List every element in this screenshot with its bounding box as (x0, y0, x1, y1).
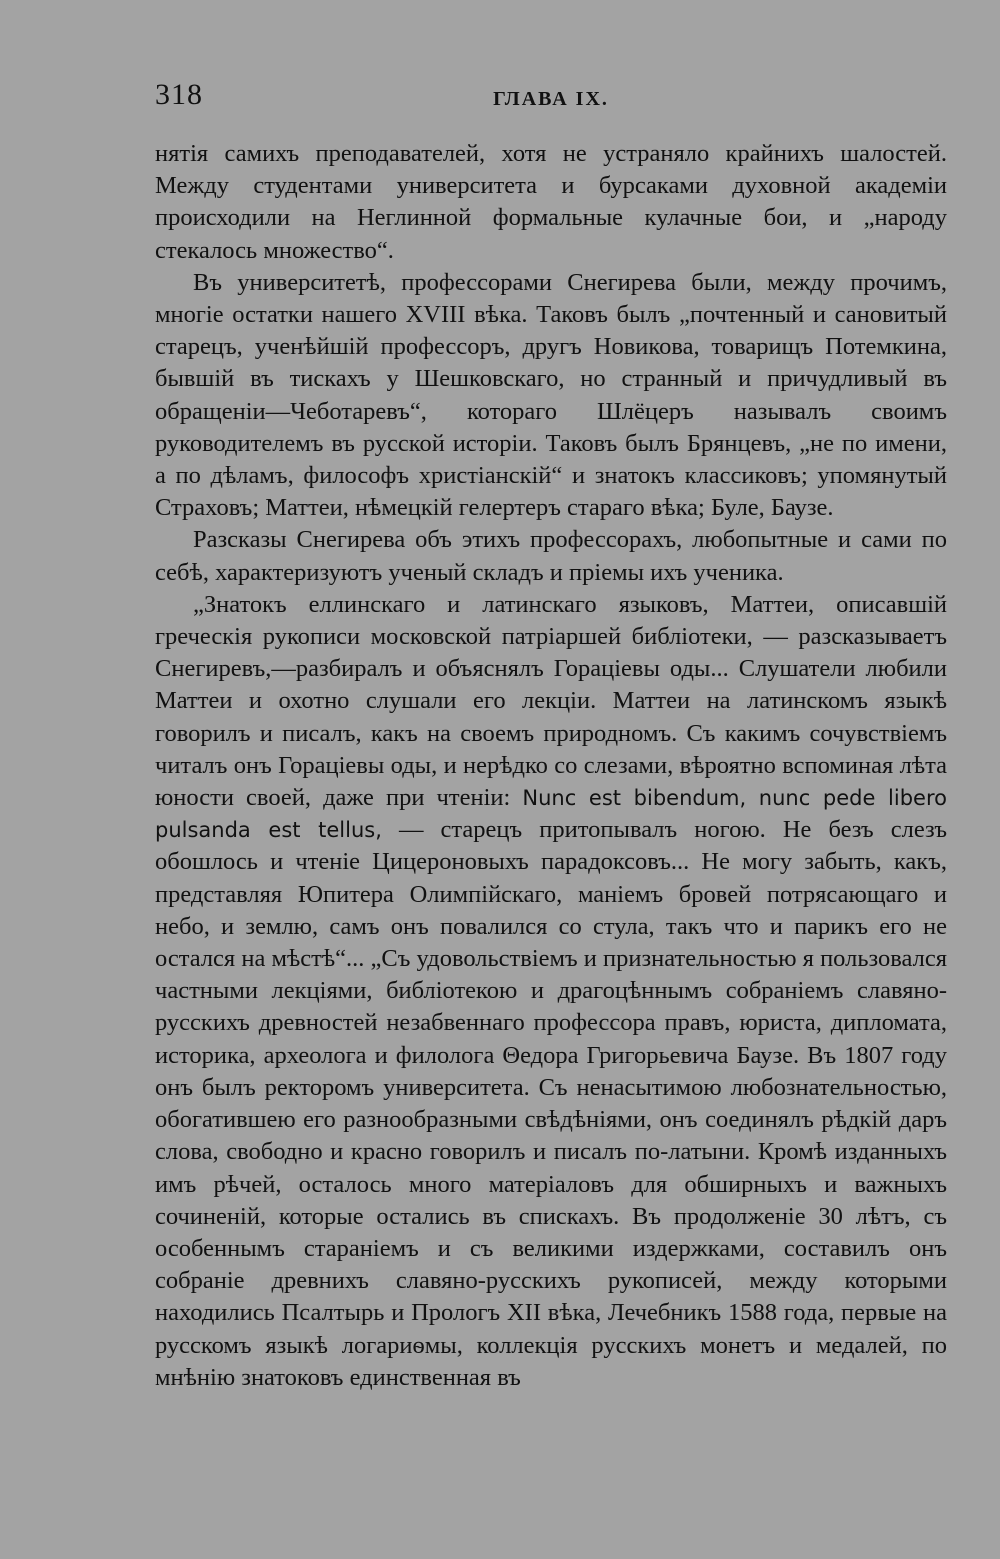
paragraph-text: — старецъ притопывалъ ногою. Не безъ слезъ обошлось и чтеніе Цицероновыхъ парадоксовъ... Не могу забыть, какъ, представляя Юпитера Олимпійскаго, маніемъ бровей потрясающаго и небо, и землю, самъ онъ повалился со стула, такъ что и парикъ его не остался на мѣстѣ“... „Съ удовольствіемъ и признательностью я пользовался частными лекціями, библіотекою и драгоцѣннымъ собраніемъ славяно-русскихъ древностей незабвеннаго профессора правъ, юриста, дипломата, историка, археолога и филолога Θедора Григорьевича Баузе. Въ 1807 году онъ былъ ректоромъ университета. Съ ненасытимою любознательностью, обогатившею его разнообразными свѣдѣніями, онъ соединялъ рѣдкій даръ слова, свободно и красно говорилъ и писалъ по-латыни. Кромѣ изданныхъ имъ рѣчей, осталось много матеріаловъ для обширныхъ и важныхъ сочиненій, которые остались въ спискахъ. Въ продолженіе 30 лѣтъ, съ особеннымъ стараніемъ и съ великими издержками, составилъ онъ собраніе древнихъ славяно-русскихъ рукописей, между которыми находились Псалтырь и Прологъ XII вѣка, Лечебникъ 1588 года, первые на русскомъ языкѣ логариѳмы, коллекція русскихъ монетъ и медалей, по мнѣнію знатоковъ единственная въ (155, 816, 947, 1391)
running-head: ГЛАВА IX. (493, 88, 609, 110)
latin-quotation: Nunc est bibendum, nunc pede libero pulsanda est tellus, (155, 786, 947, 843)
paragraph: Разсказы Снегирева объ этихъ профессорахъ, любопытные и сами по себѣ, характеризуютъ ученый складъ и пріемы ихъ ученика. (155, 526, 947, 586)
paragraph (155, 589, 947, 1394)
paragraph-text: „Знатокъ еллинскаго и латинскаго языковъ, Маттеи, описавшій греческія рукописи московской патріаршей библіотеки, — разсказываетъ Снегиревъ,—разбиралъ и объяснялъ Гораціевы оды... Слушатели любили Маттеи и охотно слушали его лекціи. Маттеи на латинскомъ языкѣ говорилъ и писалъ, какъ на своемъ природномъ. Съ какимъ сочувствіемъ читалъ онъ Гораціевы оды, и нерѣдко со слезами, вѣроятно вспоминая лѣта юности своей, даже при чтеніи: (155, 590, 947, 812)
paragraph: нятія самихъ преподавателей, хотя не устраняло крайнихъ шалостей. Между студентами университета и бурсаками духовной академіи происходили на Неглинной формальные кулачные бои, и „народу стекалось множество“. (155, 140, 947, 264)
paragraph: Въ университетѣ, профессорами Снегирева были, между прочимъ, многіе остатки нашего XVIII вѣка. Таковъ былъ „почтенный и сановитый старецъ, ученѣйшій профессоръ, другъ Новикова, товарищъ Потемкина, бывшій въ тискахъ у Шешковскаго, но странный и причудливый въ обращеніи—Чеботаревъ“, котораго Шлёцеръ называлъ своимъ руководителемъ въ русской исторіи. Таковъ былъ Брянцевъ, „не по имени, а по дѣламъ, философъ христіанскій“ и знатокъ классиковъ; упомянутый Страховъ; Маттеи, нѣмецкій гелертеръ стараго вѣка; Буле, Баузе. (155, 268, 947, 522)
page-header (155, 78, 947, 120)
book-page (155, 78, 947, 1394)
page-number: 318 (155, 78, 203, 111)
body-text (155, 138, 947, 1394)
